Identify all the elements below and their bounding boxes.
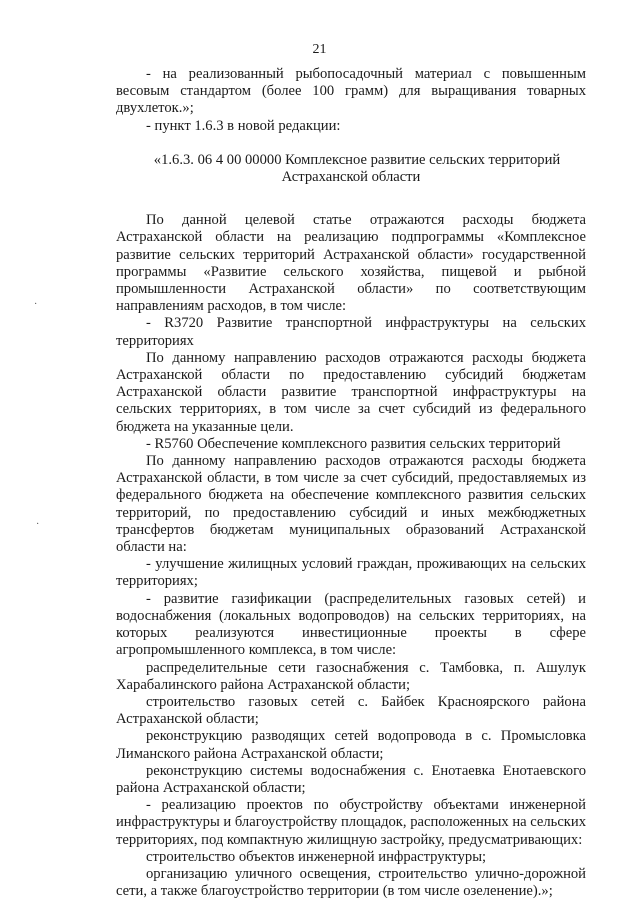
section-heading — [116, 152, 586, 186]
paragraph: - реализацию проектов по обустройству объектами инженерной инфраструктуры и благоустройству площадок, расположенных на сельских территориях, под компактную жилищную застройку, предусматривающих: — [116, 797, 586, 848]
paragraph: - R5760 Обеспечение комплексного развития сельских территорий — [146, 435, 561, 452]
section-heading-line: «1.6.3. 06 4 00 00000 Комплексное развитие сельских территорий — [153, 151, 561, 168]
paragraph: реконструкцию системы водоснабжения с. Енотаевка Енотаевского района Астраханской области; — [116, 762, 586, 796]
paragraph: - R3720 Развитие транспортной инфраструктуры на сельских территориях — [116, 315, 586, 349]
section-heading-line: Астраханской области — [281, 169, 421, 186]
scan-mark: · — [36, 519, 40, 530]
paragraph: распределительные сети газоснабжения с. Тамбовка, п. Ашулук Харабалинского района Астраханской области; — [116, 659, 586, 693]
paragraph: - пункт 1.6.3 в новой редакции: — [146, 117, 341, 134]
paragraph: По данной целевой статье отражаются расходы бюджета Астраханской области на реализацию подпрограммы «Комплексное развитие сельских территорий Астраханской области» государственной программы «Развитие сельского хозяйства, пищевой и рыбной промышленности Астраханской области» по соответствующим направлениям расходов, в том числе: — [116, 212, 586, 315]
document-body — [116, 66, 586, 900]
paragraph: По данному направлению расходов отражаются расходы бюджета Астраханской области по предоставлению субсидий бюджетам Астраханской области развитие транспортной инфраструктуры на сельских территориях, в том числе за счет субсидий из федерального бюджета на указанные цели. — [116, 349, 586, 435]
paragraph: - улучшение жилищных условий граждан, проживающих на сельских территориях; — [116, 556, 586, 590]
scan-mark: · — [34, 299, 38, 310]
page-number: 21 — [312, 42, 327, 57]
paragraph: строительство объектов инженерной инфраструктуры; — [146, 848, 487, 865]
paragraph: - на реализованный рыбопосадочный материал с повышенным весовым стандартом (более 100 грамм) для выращивания товарных двухлеток.»; — [116, 66, 586, 117]
paragraph: - развитие газификации (распределительных газовых сетей) и водоснабжения (локальных водопроводов) на сельских территориях, на которых реализуются инвестиционные проекты в сфере агропромышленного комплекса, в том числе: — [116, 590, 586, 659]
paragraph: По данному направлению расходов отражаются расходы бюджета Астраханской области, в том числе за счет субсидий, предоставляемых из федерального бюджета на обеспечение комплексного развития сельских территорий, по предоставлению субсидий и иных межбюджетных трансфертов бюджетам муниципальных образований Астраханской области на: — [116, 453, 586, 556]
paragraph: реконструкцию разводящих сетей водопровода в с. Промысловка Лиманского района Астраханской области; — [116, 728, 586, 762]
paragraph: организацию уличного освещения, строительство улично-дорожной сети, а также благоустройство территории (в том числе озеленение).»; — [116, 865, 586, 900]
paragraph: строительство газовых сетей с. Байбек Красноярского района Астраханской области; — [116, 693, 586, 728]
